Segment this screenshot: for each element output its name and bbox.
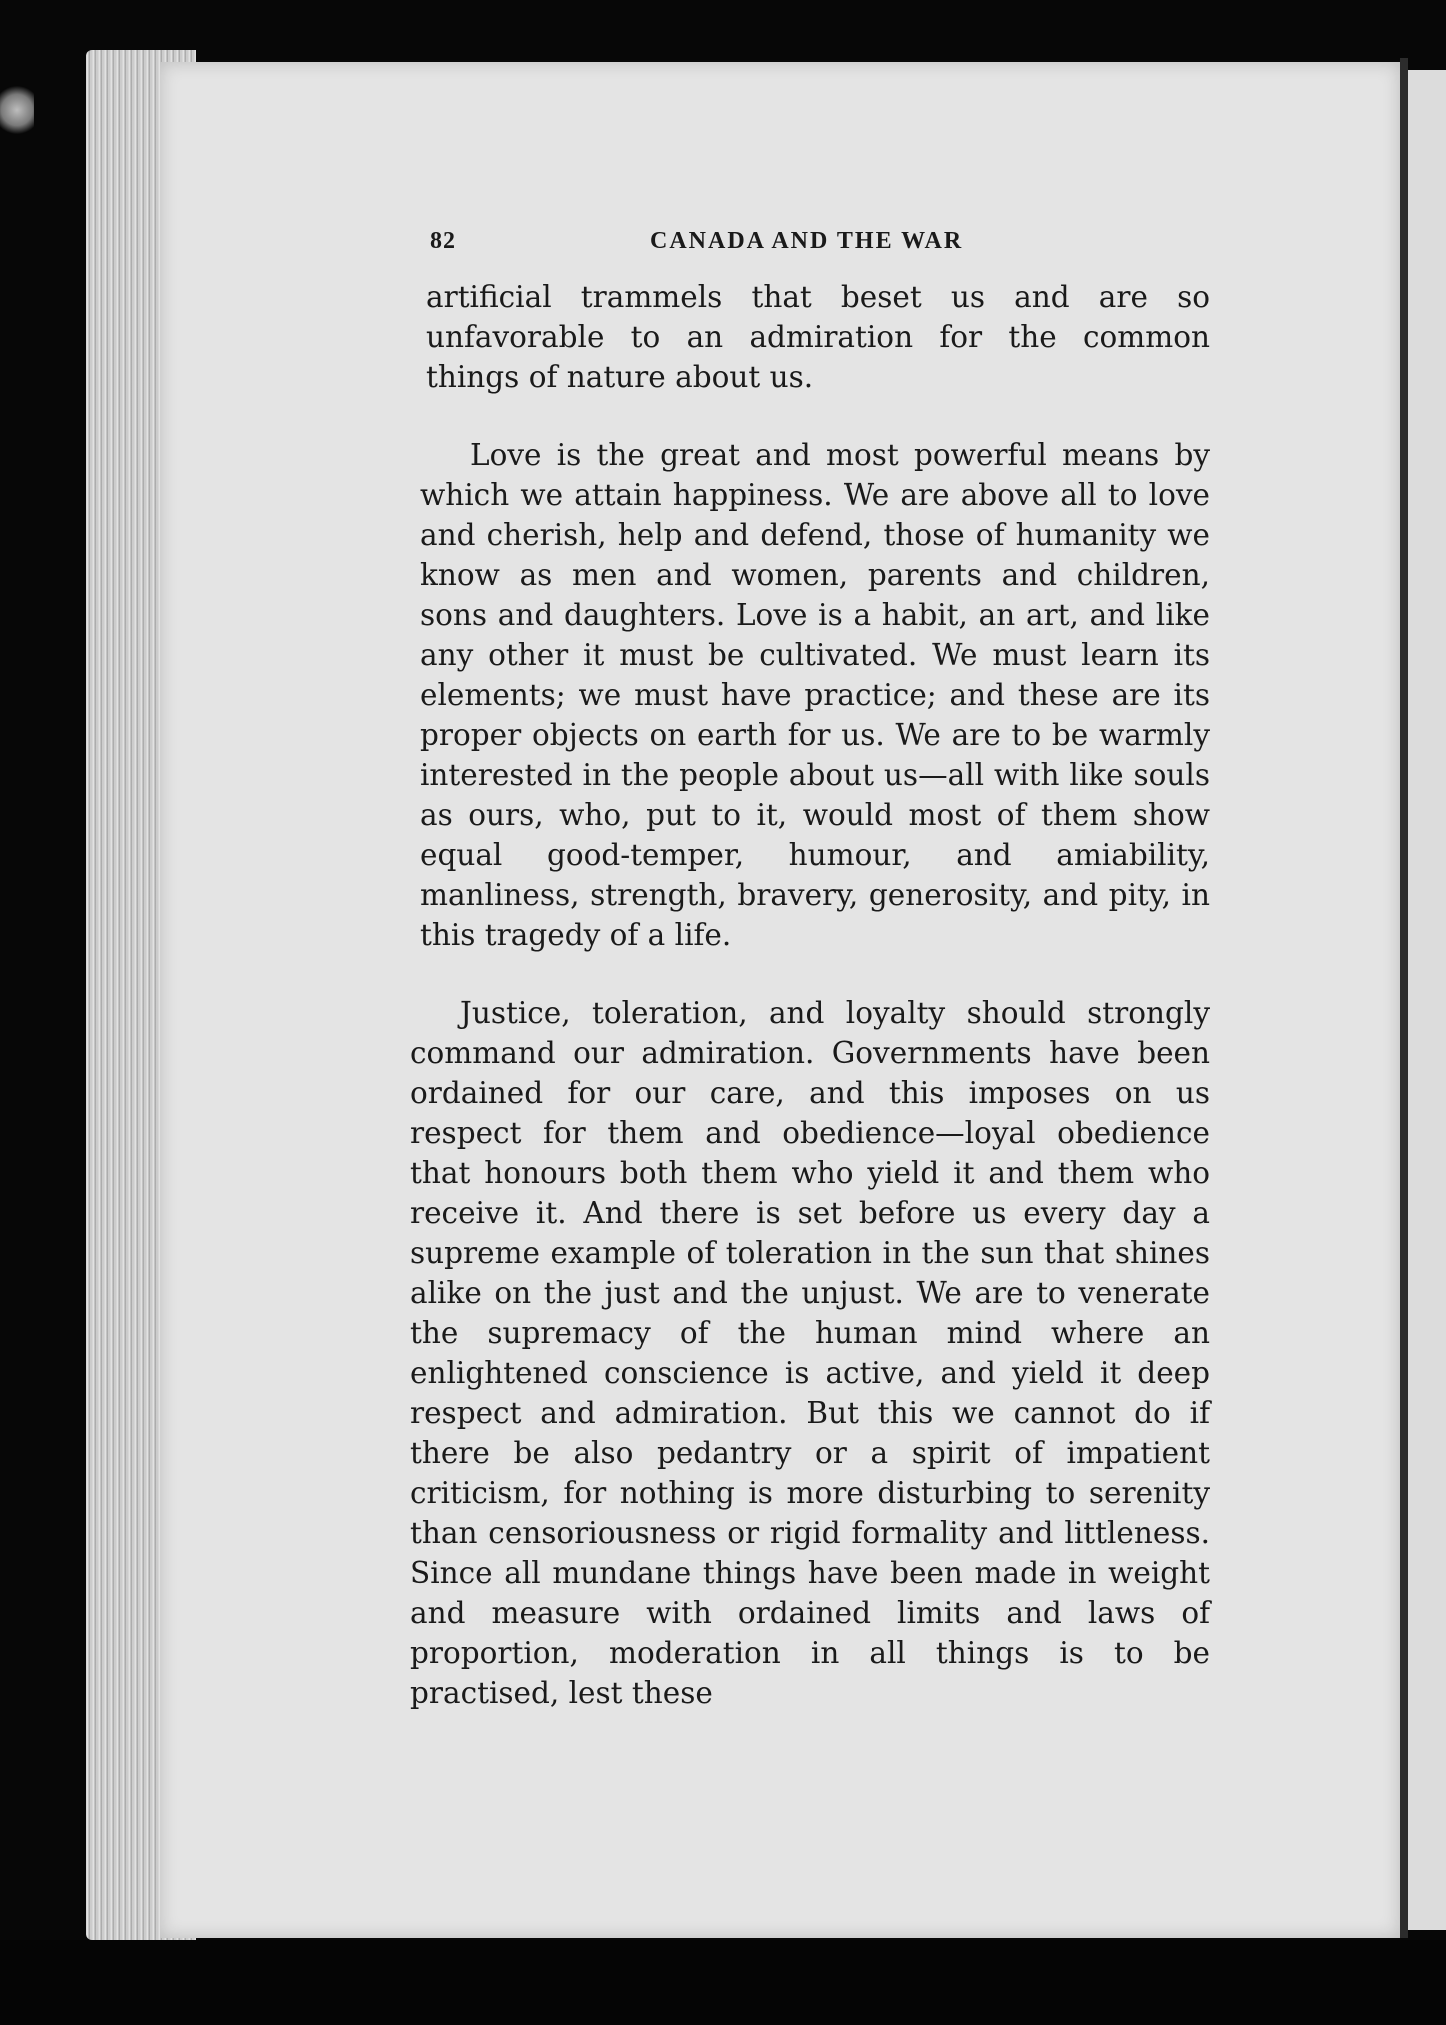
gutter-shadow (1400, 58, 1408, 1938)
page-number: 82 (430, 228, 456, 254)
running-title: CANADA AND THE WAR (650, 228, 964, 254)
facing-page-edge (1408, 70, 1446, 1930)
paragraph-3: Justice, toleration, and loyalty should strongly command our admiration. Governments have been ordained for our care, and this imposes on us respect for them and obedience—loyal obedience that honours both them who yield it and them who receive it. And there is set before us every day a supreme example of toleration in the sun that shines alike on the just and the unjust. We are to venerate the supremacy of the human mind where an enlightened conscience is active, and yield it deep respect and admiration. But this we cannot do if there be also pedantry or a spirit of impatient criticism, for nothing is more disturbing to serenity than censoriousness or rigid formality and littleness. Since all mundane things have been made in weight and measure with ordained limits and laws of proportion, moderation in all things is to be practised, lest these (410, 996, 1210, 1710)
page-content (250, 228, 1215, 1751)
running-head (430, 228, 1030, 255)
paragraph-1: artificial trammels that beset us and are so unfavorable to an admiration for the common things of nature about us. (426, 280, 1210, 394)
scan-smudge (0, 80, 34, 140)
paragraph-2: Love is the great and most powerful means by which we attain happiness. We are above all to love and cherish, help and defend, those of humanity we know as men and women, parents and children, sons and daughters. Love is a habit, an art, and like any other it must be cultivated. We must learn its elements; we must have practice; and these are its proper objects on earth for us. We are to be warmly interested in the people about us—all with like souls as ours, who, put to it, would most of them show equal good-temper, humour, and amiability, manliness, strength, bravery, generosity, and pity, in this tragedy of a life. (420, 438, 1210, 952)
scan-bottom-margin (0, 1940, 1446, 2025)
